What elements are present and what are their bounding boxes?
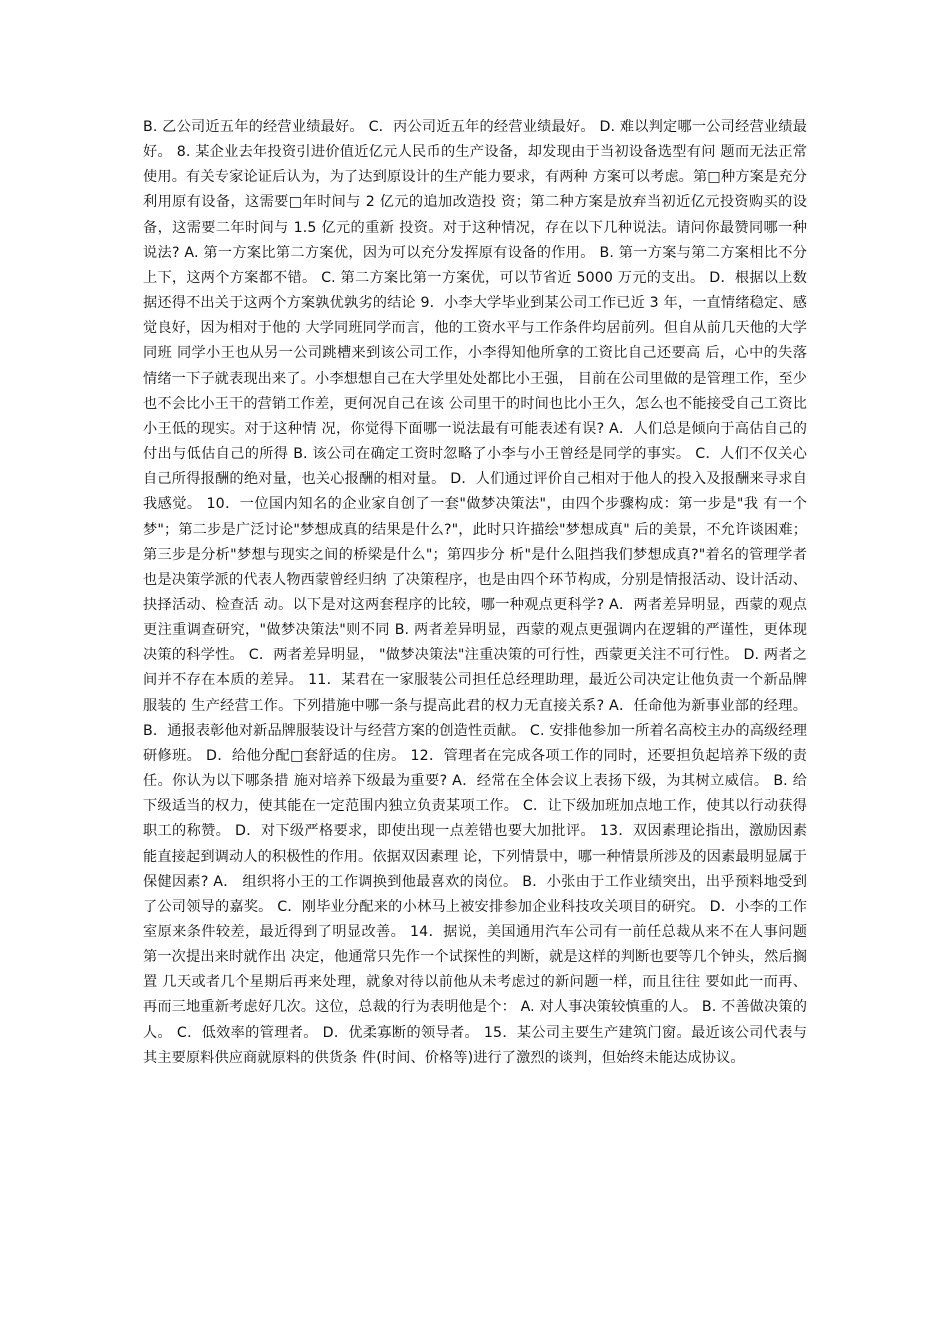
body-text: B. 乙公司近五年的经营业绩最好。 C．丙公司近五年的经营业绩最好。 D. 难以判定哪一公司经营业绩最好。 8. 某企业去年投资引进价值近亿元人民币的生产设备，却发现由于当初设备选型有问 题而无法正常使用。有关专家论证后认为，为了达到原设计的生产能力要求，有两种 方案可以考虑。第□种方案是充分利用原有设备，这需要□年时间与 2 亿元的追加改造投 资；第二种方案是放弃当初近亿元投资购买的设备，这需要二年时间与 1.5 亿元的重新 投资。对于这种情况，存在以下几种说法。请问你最赞同哪一种说法? A. 第一方案比第二方案优，因为可以充分发挥原有设备的作用。 B. 第一方案与第二方案相比不分上下，这两个方案都不错。 C. 第二方案比第一方案优，可以节省近 5000 万元的支出。 D．根据以上数据还得不出关于这两个方案孰优孰劣的结论 9．小李大学毕业到某公司工作已近 3 年，一直情绪稳定、感觉良好，因为相对于他的 大学同班同学而言，他的工资水平与工作条件均居前列。但自从前几天他的大学同班 同学小王也从另一公司跳槽来到该公司工作，小李得知他所拿的工资比自己还要高 后，心中的失落情绪一下子就表现出来了。小李想想自己在大学里处处都比小王强， 目前在公司里做的是管理工作，至少也不会比小王干的营销工作差，更何况自己在该 公司里干的时间也比小王久，怎么也不能接受自己工资比小王低的现实。对于这种情 况，你觉得下面哪一说法最有可能表述有误? A．人们总是倾向于高估自己的付出与低估自己的所得 B. 该公司在确定工资时忽略了小李与小王曾经是同学的事实。 C．人们不仅关心自己所得报酬的绝对量，也关心报酬的相对量。 D．人们通过评价自己相对于他人的投入及报酬来寻求自我感觉。 10．一位国内知名的企业家自创了一套"做梦决策法"，由四个步骤构成：第一步是"我 有一个梦"；第二步是广泛讨论"梦想成真的结果是什么?"，此时只许描绘"梦想成真" 后的美景，不允许谈困难；第三步是分析"梦想与现实之间的桥梁是什么"；第四步分 析"是什么阻挡我们梦想成真?"着名的管理学者也是决策学派的代表人物西蒙曾经归纳 了决策程序，也是由四个环节构成，分别是情报活动、设计活动、抉择活动、检查活 动。以下是对这两套程序的比较，哪一种观点更科学? A．两者差异明显，西蒙的观点更注重调查研究，"做梦决策法"则不同 B. 两者差异明显，西蒙的观点更强调内在逻辑的严谨性，更体现决策的科学性。 C．两者差异明显， "做梦决策法"注重决策的可行性，西蒙更关注不可行性。 D. 两者之间并不存在本质的差异。 11．某君在一家服装公司担任总经理助理，最近公司决定让他负责一个新品牌服装的 生产经营工作。下列措施中哪一条与提高此君的权力无直接关系? A．任命他为新事业部的经理。 B．通报表彰他对新品牌服装设计与经营方案的创造性贡献。 C. 安排他参加一所着名高校主办的高级经理研修班。 D．给他分配□套舒适的住房。 12．管理者在完成各项工作的同时，还要担负起培养下级的责任。你认为以下哪条措 施对培养下级最为重要? A．经常在全体会议上表扬下级，为其树立威信。 B. 给下级适当的权力，使其能在一定范围内独立负责某项工作。 C．让下级加班加点地工作，使其以行动获得职工的称赞。 D．对下级严格要求，即使出现一点差错也要大加批评。 13．双因素理论指出，激励因素能直接起到调动人的积极性的作用。依据双因素理 论，下列情景中，哪一种情景所涉及的因素最明显属于保健因素? A． 组织将小王的工作调换到他最喜欢的岗位。 B．小张由于工作业绩突出，出乎预料地受到了公司领导的嘉奖。 C．刚毕业分配来的小林马上被安排参加企业科技攻关项目的研究。 D．小李的工作室原来条件较差，最近得到了明显改善。 14．据说，美国通用汽车公司有一前任总裁从来不在人事问题第一次提出来时就作出 决定，他通常只先作一个试探性的判断，就是这样的判断也要等几个钟头，然后搁置 几天或者几个星期后再来处理，就象对待以前他从未考虑过的新问题一样，而且往往 要如此一而再、再而三地重新考虑好几次。这位，总裁的行为表明他是个： A. 对人事决策较慎重的人。 B. 不善做决策的人。 C．低效率的管理者。 D．优柔寡断的领导者。 15．某公司主要生产建筑门窗。最近该公司代表与其主要原料供应商就原料的供货条 件(时间、价格等)进行了激烈的谈判，但始终未能达成协议。 bbox=[143, 119, 807, 1066]
